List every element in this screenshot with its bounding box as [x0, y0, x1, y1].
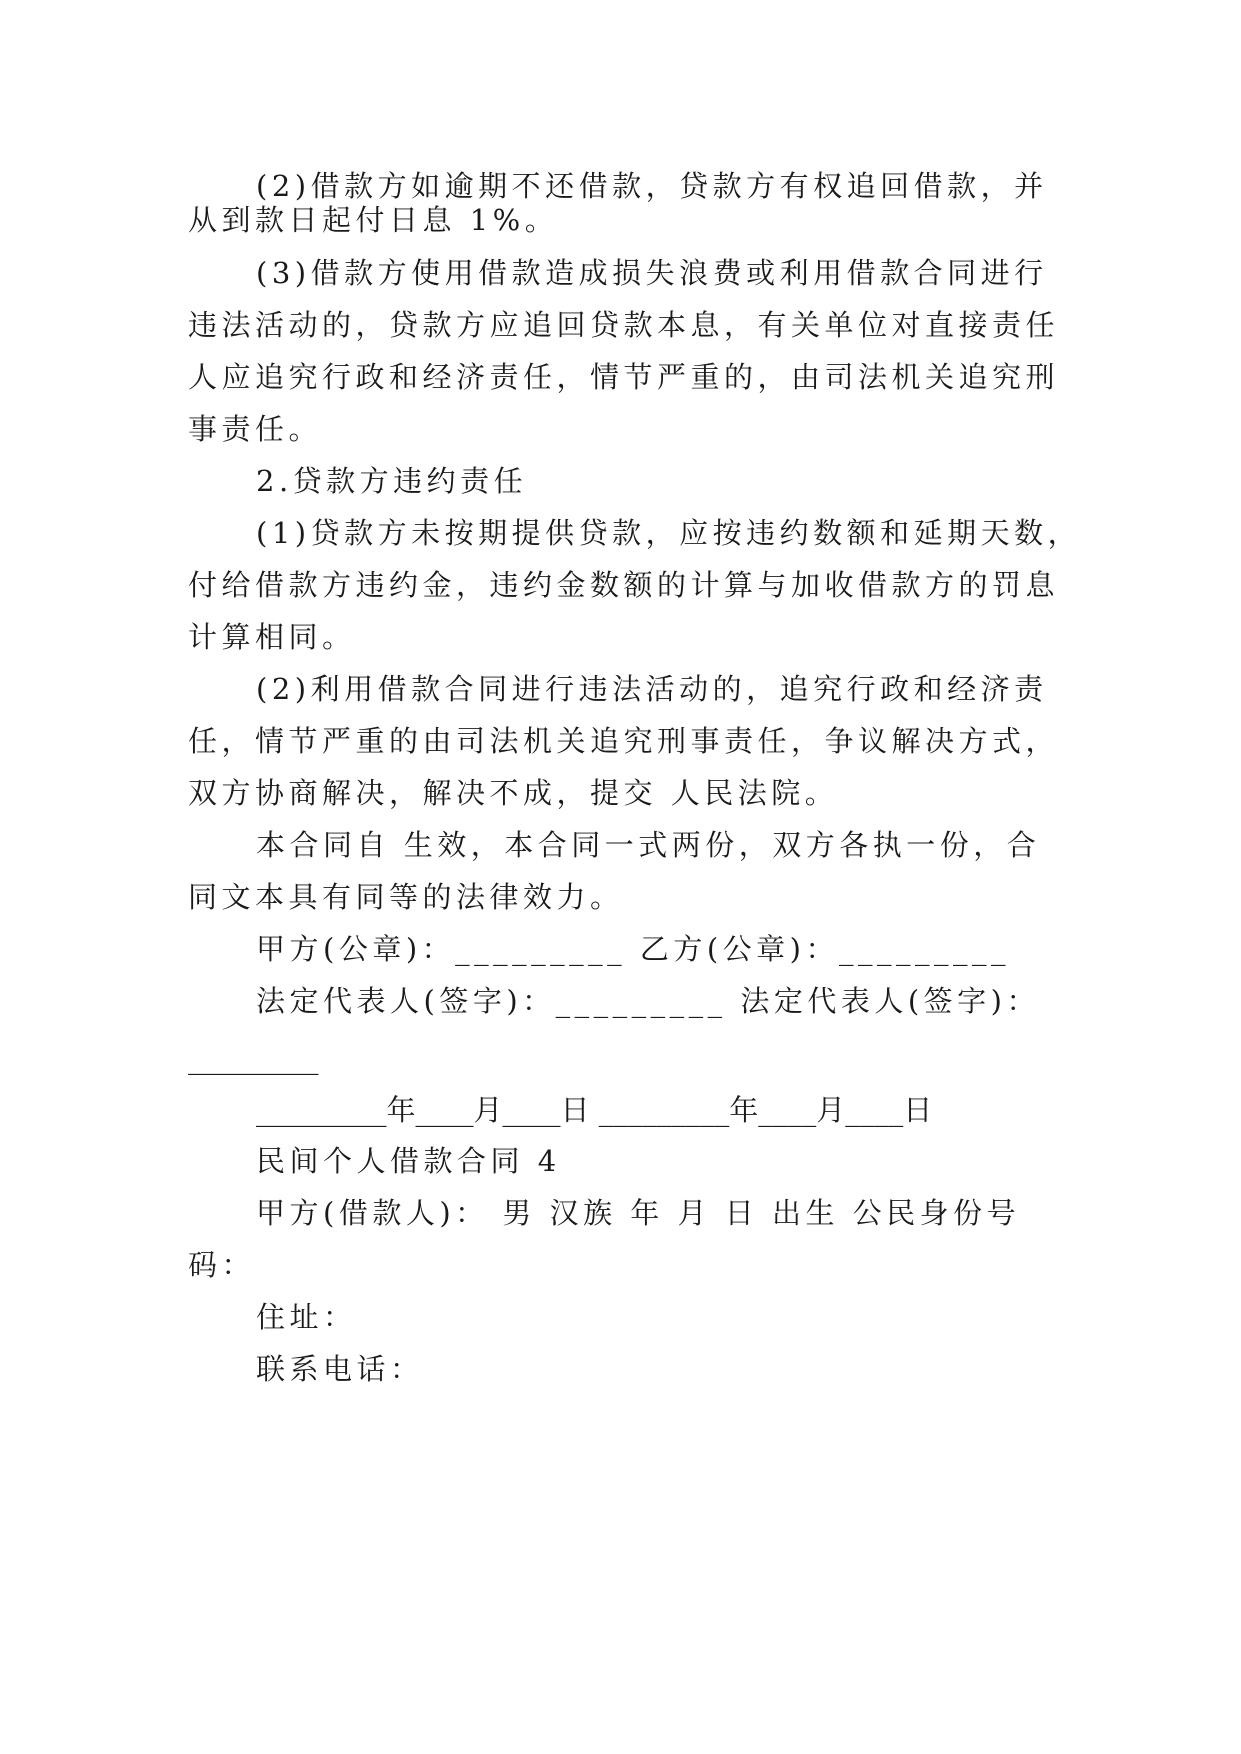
section-heading: 2.贷款方违约责任 [256, 464, 528, 498]
signature-blank: _________ [188, 1041, 319, 1075]
paragraph-line: 计算相同。 [188, 620, 356, 654]
representative-signature-line: 法定代表人(签字)：_________ 法定代表人(签字)： [256, 984, 1040, 1018]
paragraph-line: 同文本具有同等的法律效力。 [188, 880, 624, 914]
paragraph-line: (2)利用借款合同进行违法活动的，追究行政和经济责 [256, 672, 1048, 706]
address-label: 住址： [256, 1300, 357, 1334]
date-line: _________年____月____日 _________年____月____日 [256, 1093, 933, 1127]
paragraph-line: 从到款日起付日息 1%。 [188, 203, 559, 237]
paragraph-line: 双方协商解决，解决不成，提交 人民法院。 [188, 776, 839, 810]
paragraph-line: 本合同自 生效，本合同一式两份，双方各执一份，合 [256, 828, 1041, 862]
party-seal-line: 甲方(公章)：_________ 乙方(公章)：_________ [256, 932, 1010, 966]
party-a-info: 甲方(借款人)： 男 汉族 年 月 日 出生 公民身份号 [256, 1196, 1021, 1230]
paragraph-line: 违法活动的，贷款方应追回贷款本息，有关单位对直接责任 [188, 308, 1060, 342]
paragraph-line: 码： [188, 1248, 256, 1282]
paragraph-line: (1)贷款方未按期提供贷款，应按违约数额和延期天数， [256, 516, 1082, 550]
phone-label: 联系电话： [256, 1352, 424, 1386]
paragraph-line: 付给借款方违约金，违约金数额的计算与加收借款方的罚息 [188, 568, 1060, 602]
paragraph-line: 人应追究行政和经济责任，情节严重的，由司法机关追究刑 [188, 360, 1060, 394]
paragraph-line: (2)借款方如逾期不还借款，贷款方有权追回借款，并 [256, 169, 1048, 203]
paragraph-line: 任，情节严重的由司法机关追究刑事责任，争议解决方式， [188, 724, 1060, 758]
paragraph-line: (3)借款方使用借款造成损失浪费或利用借款合同进行 [256, 256, 1048, 290]
contract-title: 民间个人借款合同 4 [256, 1144, 561, 1178]
paragraph-line: 事责任。 [188, 412, 323, 446]
